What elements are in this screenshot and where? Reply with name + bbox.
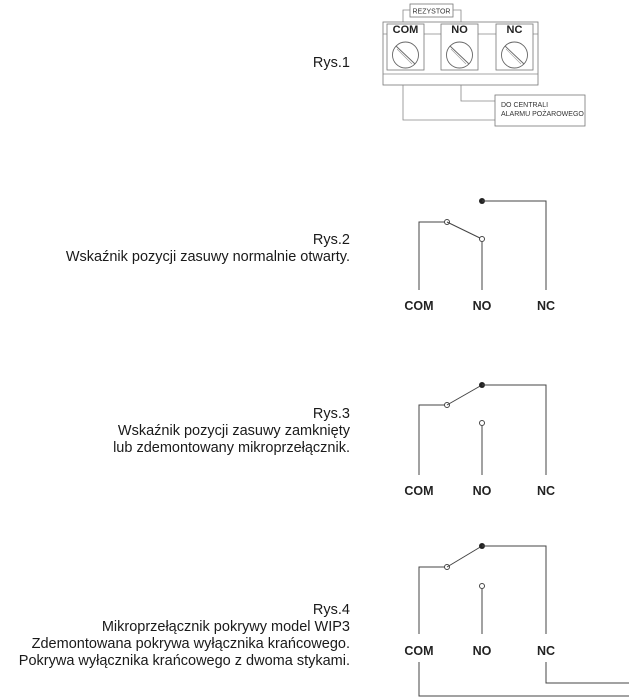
- rys2-no-contact: [480, 237, 485, 242]
- rys4-no-label: NO: [472, 644, 492, 658]
- rys4-com-wire: [419, 567, 447, 634]
- panel-note-line-2: ALARMU POŻAROWEGO: [501, 111, 584, 118]
- terminal-com-label: COM: [392, 24, 419, 36]
- rys1-terminal-block: [383, 4, 585, 126]
- rys4-com-label: COM: [404, 644, 434, 658]
- rys3-title: Rys.3: [312, 406, 350, 422]
- rys3-com-wire: [419, 405, 447, 475]
- rys4-nc-continuation-wire: [546, 662, 629, 683]
- rys2-com-wire: [419, 222, 447, 290]
- rys2-switch-lever: [447, 222, 482, 239]
- rys3-description-line-2: lub zdemontowany mikroprzełącznik.: [113, 440, 350, 456]
- rys2-com-label: COM: [404, 299, 434, 313]
- rys2-nc-label: NC: [536, 299, 556, 313]
- rys4-switch-diagram: [404, 543, 629, 696]
- rys4-description-line-3: Pokrywa wyłącznika krańcowego z dwoma stykami.: [18, 653, 350, 669]
- rys4-description-line-2: Zdemontowana pokrywa wyłącznika krańcowego.: [31, 636, 350, 652]
- rys3-switch-lever: [447, 385, 482, 405]
- panel-note-line-1: DO CENTRALI: [501, 102, 549, 109]
- rys4-switch-lever: [447, 546, 482, 567]
- wire-no-to-panel: [461, 85, 495, 101]
- terminal-no-label: NO: [451, 24, 468, 36]
- rys4-nc-label: NC: [536, 644, 556, 658]
- rys4-description-line-1: Mikroprzełącznik pokrywy model WIP3: [101, 619, 350, 635]
- rys2-nc-wire: [482, 201, 546, 290]
- wire-com-to-panel: [403, 85, 495, 120]
- rys3-no-contact: [480, 421, 485, 426]
- rys2-title: Rys.2: [312, 232, 350, 248]
- rys3-nc-label: NC: [536, 484, 556, 498]
- rys4-no-contact: [480, 584, 485, 589]
- rys3-no-label: NO: [472, 484, 492, 498]
- rys3-nc-wire: [482, 385, 546, 475]
- rys1-title: Rys.1: [312, 55, 350, 71]
- rys4-com-continuation-wire: [419, 662, 629, 696]
- rys4-title: Rys.4: [312, 602, 350, 618]
- terminal-nc-label: NC: [506, 24, 523, 36]
- rys3-com-label: COM: [404, 484, 434, 498]
- resistor-label: REZYSTOR: [412, 8, 451, 16]
- rys2-description: Wskaźnik pozycji zasuwy normalnie otwarty.: [65, 249, 350, 265]
- rys3-switch-diagram: [404, 382, 555, 498]
- rys2-no-label: NO: [472, 299, 492, 313]
- rys3-description-line-1: Wskaźnik pozycji zasuwy zamknięty: [117, 423, 350, 439]
- rys2-switch-diagram: [404, 198, 555, 313]
- rys4-nc-wire: [482, 546, 546, 634]
